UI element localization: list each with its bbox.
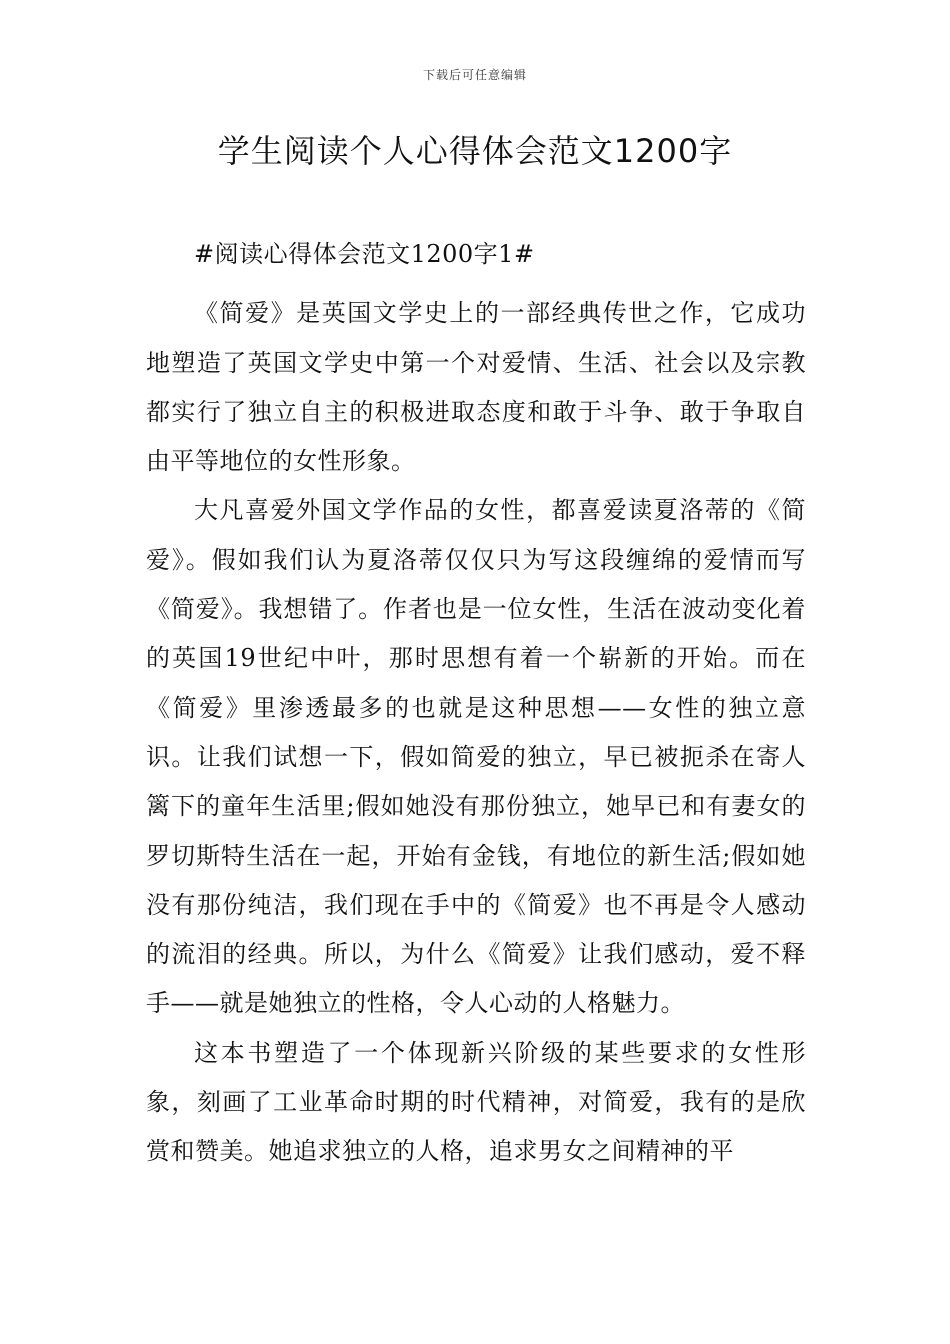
section-heading: #阅读心得体会范文1200字1# (194, 240, 535, 268)
paragraph-3: 这本书塑造了一个体现新兴阶级的某些要求的女性形象，刻画了工业革命时期的时代精神，对简爱，我有的是欣赏和赞美。她追求独立的人格，追求男女之间精神的平 (146, 1038, 806, 1166)
page-header-note: 下载后可任意编辑 (422, 68, 527, 82)
document-title: 学生阅读个人心得体会范文1200字 (217, 132, 733, 170)
paragraph-2: 大凡喜爱外国文学作品的女性，都喜爱读夏洛蒂的《简爱》。假如我们认为夏洛蒂仅仅只为写这段缠绵的爱情而写《简爱》。我想错了。作者也是一位女性，生活在波动变化着的英国19世纪中叶，那时思想有着一个崭新的开始。而在《简爱》里渗透最多的也就是这种思想——女性的独立意识。让我们试想一下，假如简爱的独立，早已被扼杀在寄人篱下的童年生活里;假如她没有那份独立，她早已和有妻女的罗切斯特生活在一起，开始有金钱，有地位的新生活;假如她没有那份纯洁，我们现在手中的《简爱》也不再是令人感动的流泪的经典。所以，为什么《简爱》让我们感动，爱不释手——就是她独立的性格，令人心动的人格魅力。 (146, 496, 806, 1018)
paragraph-1: 《简爱》是英国文学史上的一部经典传世之作，它成功地塑造了英国文学史中第一个对爱情、生活、社会以及宗教都实行了独立自主的积极进取态度和敢于斗争、敢于争取自由平等地位的女性形象。 (146, 299, 806, 476)
document-body (146, 230, 806, 1177)
